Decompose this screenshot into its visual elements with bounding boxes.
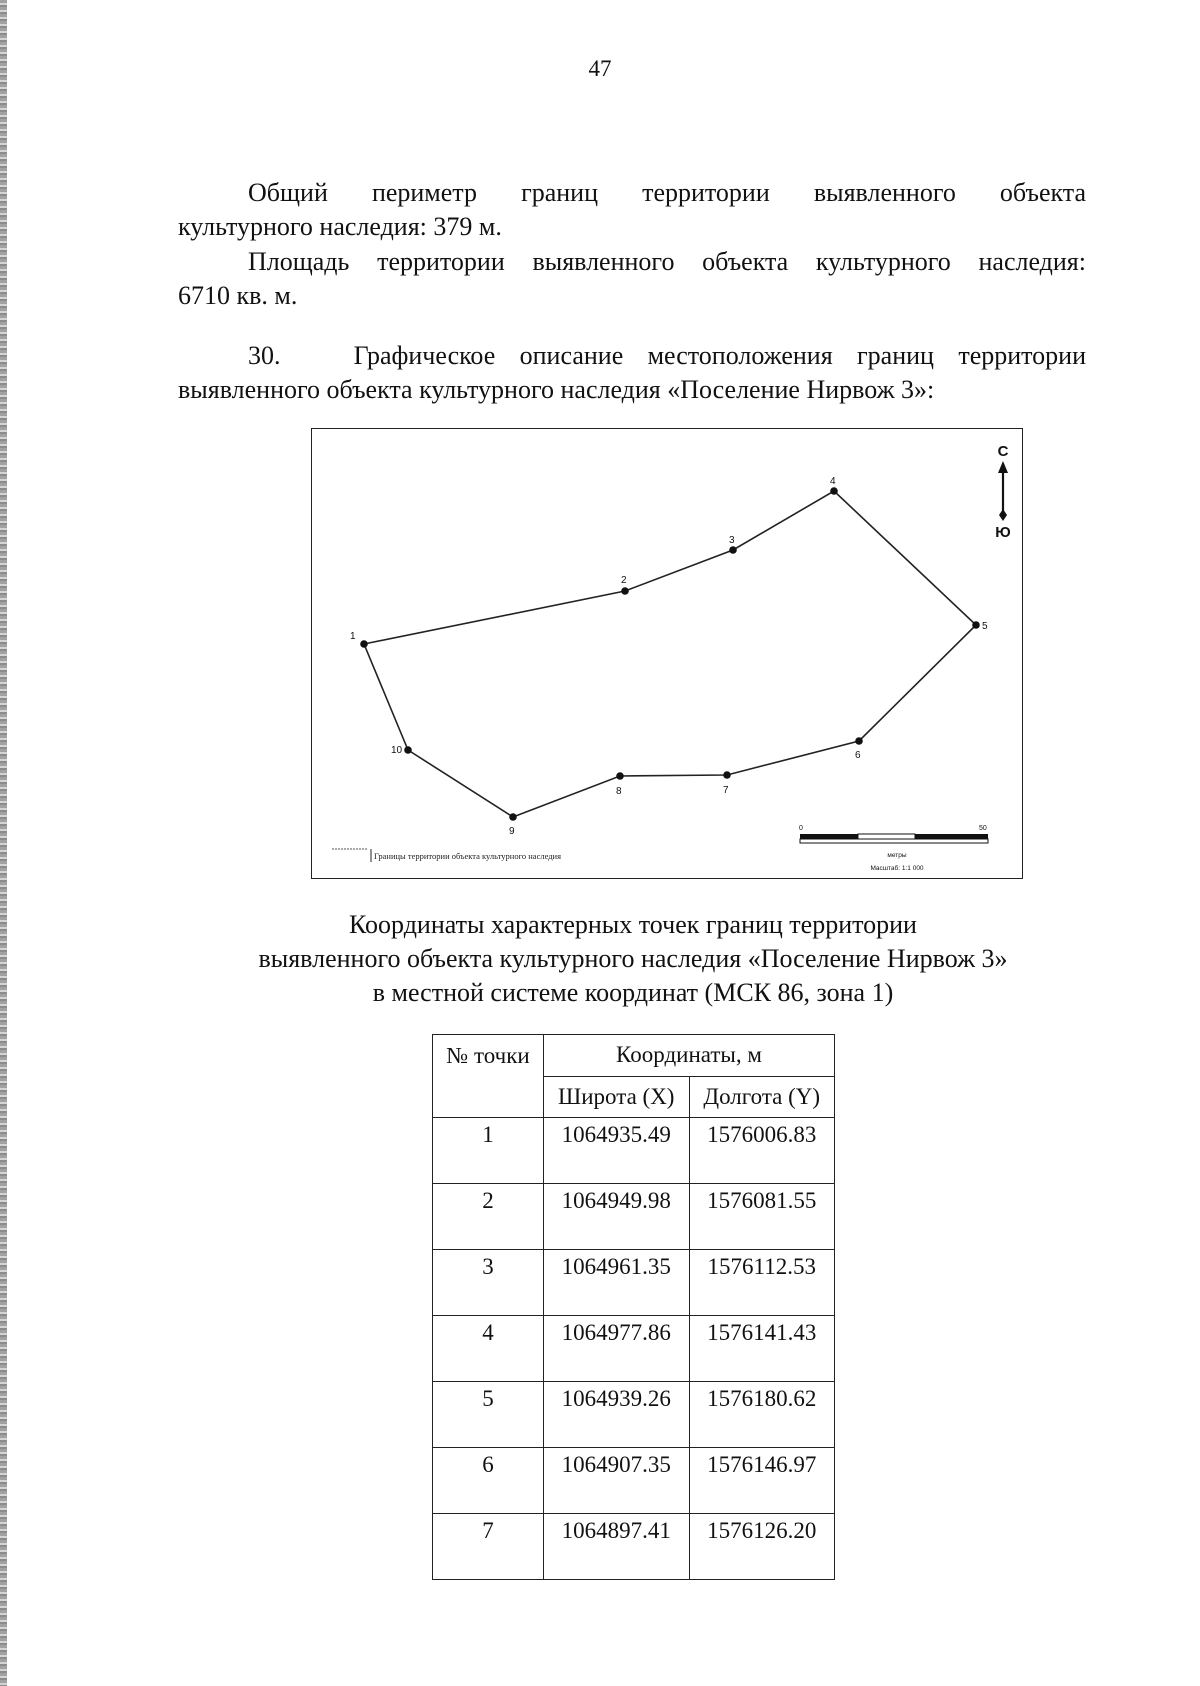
legend-text: Границы территории объекта культурного наследия [374, 851, 562, 861]
caption-line-3: в местной системе координат (МСК 86, зона 1) [372, 978, 894, 1007]
table-row [433, 1448, 835, 1514]
north-arrow-head [998, 461, 1008, 473]
perimeter-text-lead: Общий периметр границ территории выявленного объекта [248, 178, 1086, 207]
vertex-9 [509, 813, 517, 821]
vertex-label-1: 1 [350, 631, 356, 642]
header-latitude: Широта (X) [544, 1076, 690, 1118]
vertex-4 [830, 487, 838, 495]
cell-latitude: 1064961.35 [544, 1250, 690, 1316]
table-caption [0, 908, 1200, 1010]
vertex-label-3: 3 [729, 535, 735, 546]
cell-longitude: 1576081.55 [689, 1184, 835, 1250]
cell-latitude: 1064935.49 [544, 1118, 690, 1184]
cell-point-number: 2 [433, 1184, 544, 1250]
cell-point-number: 4 [433, 1316, 544, 1382]
table-row [433, 1118, 835, 1184]
area-text-lead: Площадь территории выявленного объекта культурного наследия: [248, 247, 1086, 276]
boundary-vertices [360, 487, 980, 821]
vertex-7 [723, 771, 731, 779]
header-coordinates: Координаты, м [544, 1035, 835, 1077]
vertex-label-6: 6 [855, 750, 861, 761]
boundary-map [311, 428, 1023, 879]
scale-end: 50 [979, 825, 987, 832]
vertex-1 [360, 640, 368, 648]
north-arrow [995, 443, 1010, 541]
vertex-5 [972, 621, 980, 629]
south-label: Ю [995, 524, 1011, 541]
cell-point-number: 5 [433, 1382, 544, 1448]
cell-longitude: 1576141.43 [689, 1316, 835, 1382]
vertex-10 [404, 746, 412, 754]
vertex-6 [855, 737, 863, 745]
scale-units: метры [887, 852, 907, 859]
section-text-tail: выявленного объекта культурного наследия «Поселение Нирвож 3»: [178, 375, 935, 404]
map-legend [332, 849, 561, 862]
scale-bar [799, 825, 988, 872]
vertex-2 [621, 587, 629, 595]
vertex-label-4: 4 [830, 476, 836, 487]
scale-ratio: Масштаб: 1:1 000 [870, 865, 924, 872]
table-row [433, 1184, 835, 1250]
cell-latitude: 1064897.41 [544, 1514, 690, 1580]
scan-edge [0, 0, 7, 1686]
cell-point-number: 7 [433, 1514, 544, 1580]
vertex-label-2: 2 [621, 575, 627, 586]
boundary-polygon [364, 491, 976, 817]
vertex-label-10: 10 [391, 745, 403, 756]
north-label: С [997, 443, 1009, 460]
vertex-8 [616, 772, 624, 780]
perimeter-text-tail: культурного наследия: 379 м. [178, 212, 502, 241]
vertex-3 [729, 546, 737, 554]
vertex-label-5: 5 [982, 621, 988, 632]
section-paragraph [178, 339, 1086, 407]
perimeter-paragraph [178, 176, 1086, 244]
table-row [433, 1514, 835, 1580]
boundary-map-svg [312, 429, 1024, 880]
scale-segment-3 [915, 834, 988, 839]
section-text-lead: Графическое описание местоположения границ территории [353, 341, 1087, 370]
vertex-label-8: 8 [616, 786, 622, 797]
table-row [433, 1316, 835, 1382]
table-row [433, 1250, 835, 1316]
header-point-number: № точки [433, 1035, 544, 1118]
cell-latitude: 1064907.35 [544, 1448, 690, 1514]
caption-line-1: Координаты характерных точек границ территории [349, 910, 917, 939]
vertex-label-7: 7 [723, 785, 729, 796]
area-paragraph [178, 245, 1086, 313]
cell-point-number: 6 [433, 1448, 544, 1514]
cell-longitude: 1576112.53 [689, 1250, 835, 1316]
north-arrow-tail [999, 509, 1007, 521]
coordinates-table [432, 1034, 835, 1580]
caption-line-2: выявленного объекта культурного наследия «Поселение Нирвож 3» [258, 944, 1008, 973]
section-number: 30. [248, 341, 281, 370]
cell-longitude: 1576180.62 [689, 1382, 835, 1448]
scale-segment-1 [800, 834, 858, 839]
scale-segment-2 [858, 834, 915, 839]
cell-longitude: 1576006.83 [689, 1118, 835, 1184]
cell-latitude: 1064939.26 [544, 1382, 690, 1448]
cell-point-number: 1 [433, 1118, 544, 1184]
cell-longitude: 1576146.97 [689, 1448, 835, 1514]
cell-latitude: 1064977.86 [544, 1316, 690, 1382]
area-text-tail: 6710 кв. м. [178, 281, 298, 310]
table-row [433, 1382, 835, 1448]
vertex-label-9: 9 [509, 826, 515, 837]
cell-longitude: 1576126.20 [689, 1514, 835, 1580]
scale-segment-4 [800, 839, 988, 843]
header-longitude: Долгота (Y) [689, 1076, 835, 1118]
cell-point-number: 3 [433, 1250, 544, 1316]
vertex-labels [350, 476, 988, 837]
page-number: 47 [588, 56, 612, 81]
scale-start: 0 [799, 825, 803, 832]
cell-latitude: 1064949.98 [544, 1184, 690, 1250]
